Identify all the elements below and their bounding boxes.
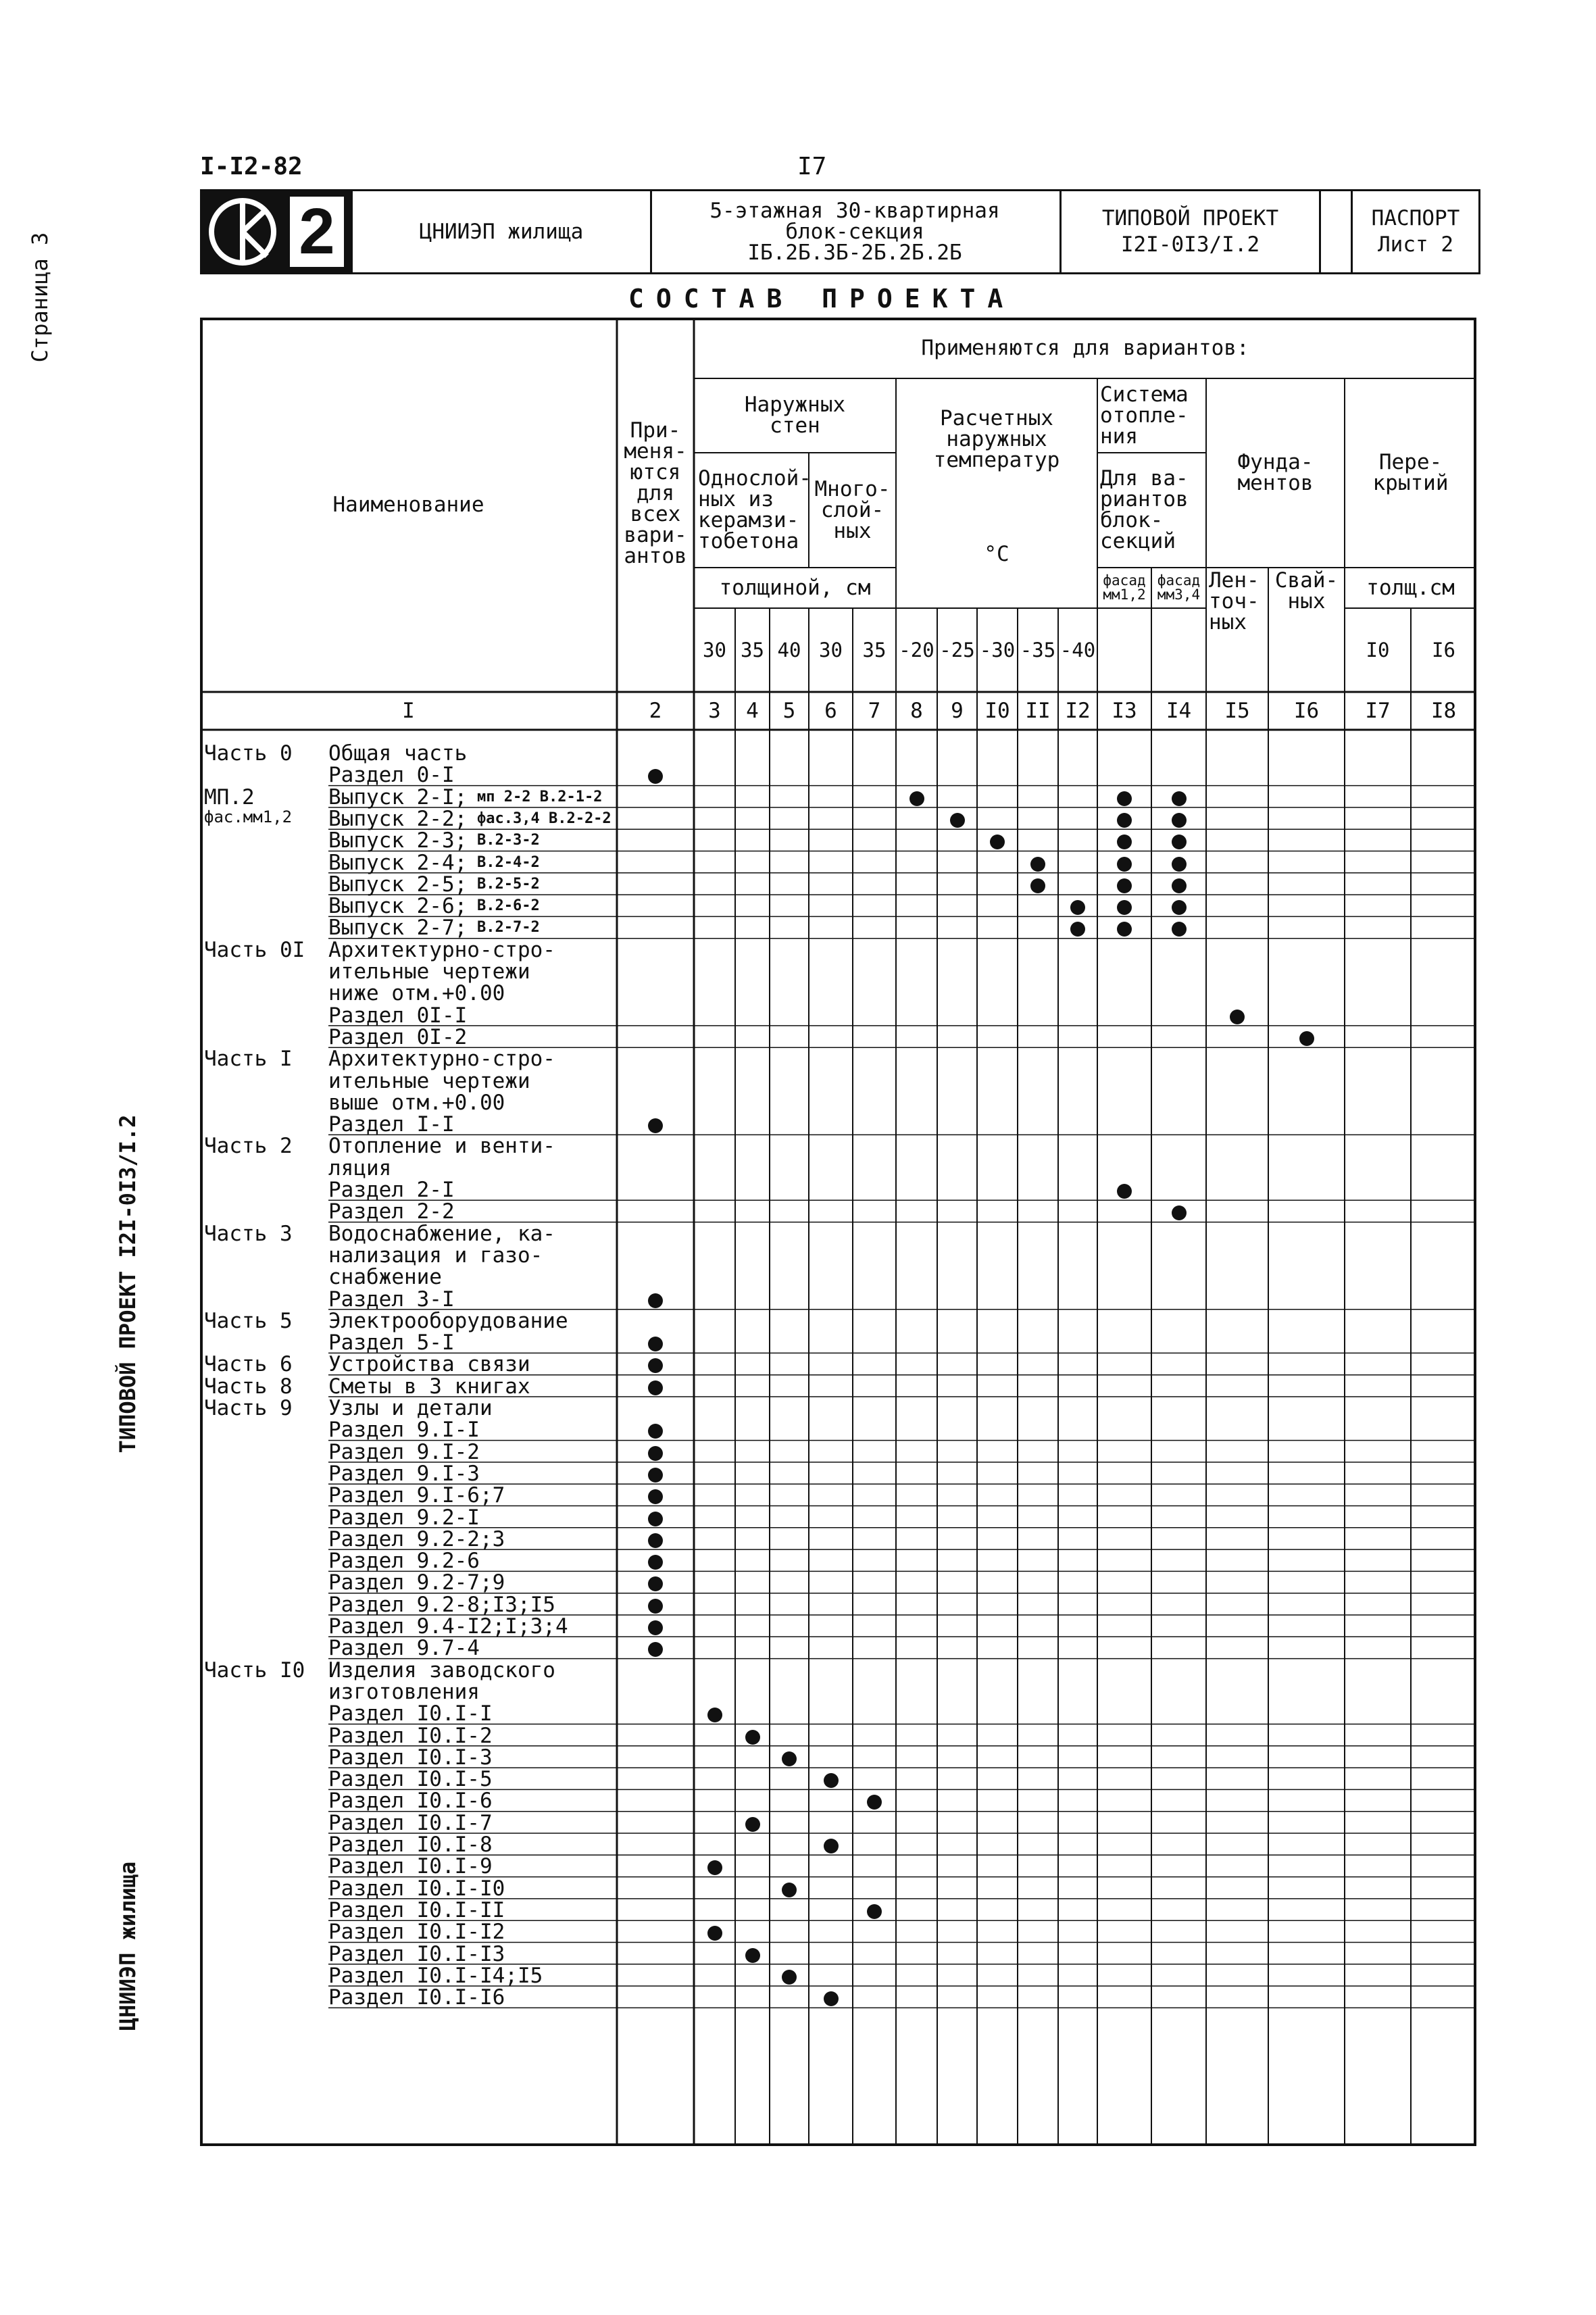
- side-page-label: Страница 3: [27, 232, 53, 363]
- temps-line: температур: [933, 447, 1060, 472]
- logo: [202, 191, 351, 272]
- row-title: Выпуск 2-2;: [328, 806, 468, 831]
- row-title: Раздел 9.I-6;7: [328, 1483, 505, 1508]
- table-caption: СОСТАВ ПРОЕКТА: [628, 284, 1016, 314]
- sub-value: 35: [741, 638, 764, 662]
- row-issue-tag: В.2-4-2: [477, 853, 540, 871]
- row-title: Раздел 9.4-I2;I;3;4: [328, 1614, 568, 1639]
- applicability-dot: [707, 1860, 722, 1875]
- row-title: ительные чертежи: [328, 1068, 530, 1093]
- outer-line: Наружных: [744, 393, 846, 417]
- column-number: I3: [1112, 698, 1137, 723]
- floors-header: [1345, 378, 1476, 568]
- applicability-dot: [1230, 1010, 1245, 1024]
- column-number: II: [1025, 698, 1051, 723]
- applicability-dot: [648, 1533, 663, 1548]
- applicability-dot: [648, 1512, 663, 1526]
- all-line: ются: [630, 459, 681, 484]
- floors-thickness-header: толщ.см: [1366, 575, 1455, 600]
- row-title: Устройства связи: [328, 1352, 530, 1377]
- row-title: Сметы в 3 книгах: [328, 1374, 530, 1399]
- applicability-dot: [950, 813, 965, 828]
- applicability-dot: [1172, 813, 1187, 828]
- project-type-label: ТИПОВОЙ ПРОЕКТ: [1101, 206, 1279, 230]
- applicability-dot: [745, 1948, 760, 1963]
- row-title: Раздел 0I-2: [328, 1024, 468, 1049]
- column-number: I7: [1365, 698, 1391, 723]
- applicability-dot: [648, 1599, 663, 1614]
- applicability-dot: [1117, 791, 1132, 806]
- row-issue-tag: фас.3,4 В.2-2-2: [477, 810, 612, 827]
- row-title: Раздел 5-I: [328, 1330, 455, 1355]
- applicability-dot: [782, 1751, 797, 1766]
- floors-line: крытий: [1372, 471, 1449, 495]
- applicability-dot: [1117, 900, 1132, 915]
- fac12-line: фасад: [1103, 572, 1146, 589]
- applicability-dot: [1172, 791, 1187, 806]
- applicability-dot: [1172, 878, 1187, 893]
- passport-label: ПАСПОРТ: [1371, 206, 1460, 230]
- part-label: Часть I: [204, 1047, 293, 1072]
- part-label: Часть 0: [204, 741, 293, 766]
- applicability-dot: [867, 1904, 882, 1919]
- column-number: I5: [1224, 698, 1250, 723]
- all-line: антов: [624, 543, 687, 568]
- row-title: Раздел I0.I-9: [328, 1854, 493, 1879]
- row-title: Выпуск 2-3;: [328, 828, 468, 853]
- row-title: Раздел 9.2-7;9: [328, 1570, 505, 1595]
- row-title: выше отм.+0.00: [328, 1090, 505, 1115]
- part-label: Часть 2: [204, 1134, 293, 1159]
- applicability-dot: [648, 1380, 663, 1395]
- row-title: Раздел 2-I: [328, 1178, 455, 1202]
- part-label: Часть 8: [204, 1374, 293, 1399]
- forvar-line: блок-: [1100, 508, 1164, 532]
- applicability-dot: [648, 1446, 663, 1461]
- project-title-cell: [650, 191, 1062, 272]
- row-title: Раздел 2-2: [328, 1199, 455, 1224]
- sub-value: 40: [777, 638, 801, 662]
- row-title: нализация и газо-: [328, 1243, 543, 1268]
- row-title: Электрооборудование: [328, 1308, 568, 1333]
- column-number: 3: [708, 698, 721, 723]
- applicability-dot: [1299, 1031, 1314, 1046]
- strip-line: Лен-: [1209, 568, 1260, 593]
- row-title: ительные чертежи: [328, 960, 530, 984]
- facade-12-header: [1097, 568, 1151, 608]
- row-title: Раздел I0.I-3: [328, 1745, 493, 1770]
- column-number: I0: [984, 698, 1010, 723]
- applicability-dot: [1070, 900, 1085, 915]
- forvar-line: риантов: [1100, 487, 1189, 512]
- fac12-line: мм1,2: [1103, 587, 1146, 603]
- applicability-dot: [1030, 857, 1045, 872]
- row-title: Выпуск 2-4;: [328, 850, 468, 875]
- side-org-label: ЦНИИЭП жилища: [115, 1861, 141, 2031]
- applicability-dot: [824, 1773, 839, 1788]
- fac34-line: мм3,4: [1157, 587, 1201, 603]
- row-title: снабжение: [328, 1265, 442, 1290]
- applicability-dot: [745, 1817, 760, 1832]
- deg-c-label: °C: [984, 541, 1009, 566]
- applicability-dot: [707, 1708, 722, 1722]
- applicability-dot: [824, 1991, 839, 2006]
- sub-value: I6: [1432, 638, 1455, 662]
- row-title: Раздел I0.I-5: [328, 1767, 493, 1792]
- heating-line: отопле-: [1100, 403, 1189, 428]
- applicability-dot: [1172, 922, 1187, 937]
- row-issue-tag: В.2-3-2: [477, 832, 540, 849]
- page-number: I7: [797, 153, 827, 180]
- column-number: 4: [746, 698, 759, 723]
- column-number: 7: [868, 698, 881, 723]
- applied-for-header: Применяются для вариантов:: [921, 335, 1249, 360]
- title-line-1: 5-этажная 30-квартирная: [709, 198, 1000, 223]
- applicability-dot: [782, 1970, 797, 1985]
- row-title: Раздел 9.2-6: [328, 1549, 480, 1574]
- title-line-3: IБ.2Б.3Б-2Б.2Б.2Б: [747, 240, 962, 265]
- part-label: Часть 9: [204, 1396, 293, 1420]
- strip-line: точ-: [1209, 589, 1260, 614]
- applicability-dot: [824, 1839, 839, 1853]
- applicability-dot: [1172, 1205, 1187, 1220]
- side-project-label: ТИПОВОЙ ПРОЕКТ I2I-0I3/I.2: [115, 1114, 141, 1453]
- heating-line: Система: [1100, 382, 1189, 407]
- row-title: Раздел I0.I-6: [328, 1789, 493, 1814]
- applicability-dot: [745, 1730, 760, 1745]
- foundations-header: [1206, 378, 1345, 568]
- multi-layer-header: [809, 453, 896, 568]
- multi-line: слой-: [820, 497, 884, 522]
- applicability-dot: [1117, 813, 1132, 828]
- calc-temps-header: [896, 378, 1097, 500]
- all-line: всех: [630, 501, 681, 526]
- part-label: фас.мм1,2: [204, 807, 293, 826]
- row-title: Узлы и детали: [328, 1396, 493, 1420]
- all-line: При-: [630, 418, 681, 443]
- applicability-dot: [707, 1926, 722, 1941]
- heating-variants-header: [1097, 453, 1209, 568]
- project-code: I2I-0I3/I.2: [1120, 232, 1260, 257]
- temps-line: наружных: [946, 426, 1047, 451]
- sub-value: 35: [862, 638, 887, 662]
- part-label: МП.2: [204, 785, 255, 810]
- heating-line: ния: [1100, 424, 1138, 449]
- single-line: керамзи-: [698, 508, 799, 532]
- all-variants-header: [617, 378, 694, 608]
- part-label: Часть I0: [204, 1658, 305, 1683]
- applicability-dot: [648, 1620, 663, 1635]
- applicability-dot: [1172, 835, 1187, 849]
- part-label: Часть 5: [204, 1308, 293, 1333]
- row-title: Раздел 9.I-2: [328, 1439, 480, 1464]
- composition-table: [200, 318, 1476, 2146]
- row-title: Раздел I0.I-I2: [328, 1920, 505, 1945]
- strip-line: ных: [1209, 610, 1247, 634]
- column-number: I6: [1293, 698, 1320, 723]
- applicability-dot: [1117, 878, 1132, 893]
- row-issue-tag: В.2-7-2: [477, 919, 540, 937]
- row-title: Раздел 9.2-8;I3;I5: [328, 1592, 555, 1617]
- row-issue-tag: В.2-5-2: [477, 875, 540, 893]
- all-line: вари-: [624, 522, 687, 547]
- pile-line: Свай-: [1274, 568, 1339, 593]
- row-title: Раздел I0.I-I: [328, 1701, 493, 1726]
- name-column-header: Наименование: [332, 492, 484, 517]
- sub-value: -20: [899, 638, 934, 662]
- column-number: I4: [1166, 698, 1192, 723]
- outer-line: стен: [770, 414, 820, 438]
- row-title: Раздел 9.I-I: [328, 1418, 480, 1443]
- title-line-2: блок-секция: [785, 219, 924, 244]
- logo-number: 2: [299, 195, 335, 268]
- applicability-dot: [1030, 878, 1045, 893]
- row-title: Раздел 3-I: [328, 1287, 455, 1312]
- pile-line: ных: [1287, 589, 1326, 614]
- row-title: Общая часть: [328, 741, 468, 766]
- row-title: Раздел I0.I-I6: [328, 1985, 505, 2010]
- row-title: Выпуск 2-6;: [328, 894, 468, 919]
- row-title: ниже отм.+0.00: [328, 981, 505, 1006]
- row-title: Архитектурно-стро-: [328, 937, 555, 962]
- row-title: Раздел I0.I-II: [328, 1897, 505, 1922]
- multi-line: ных: [833, 518, 872, 543]
- applicability-dot: [782, 1883, 797, 1897]
- found-line: Фунда-: [1237, 450, 1314, 474]
- facade-34-header: [1151, 568, 1206, 608]
- floors-line: Пере-: [1378, 450, 1443, 474]
- row-title: Раздел 9.7-4: [328, 1636, 480, 1661]
- sub-value: I0: [1366, 638, 1390, 662]
- row-issue-tag: В.2-6-2: [477, 897, 540, 915]
- forvar-line: секций: [1100, 529, 1176, 553]
- applicability-dot: [1117, 857, 1132, 872]
- applicability-dot: [1117, 1184, 1132, 1199]
- applicability-dot: [648, 1555, 663, 1570]
- row-title: Раздел 0-I: [328, 763, 455, 788]
- row-title: Выпуск 2-I;: [328, 785, 468, 810]
- org-cell: [351, 191, 652, 272]
- all-line: для: [637, 480, 674, 505]
- sub-value: -30: [979, 638, 1016, 662]
- row-title: Раздел 9.2-2;3: [328, 1526, 505, 1551]
- part-label: Часть 0I: [204, 937, 305, 962]
- row-title: Отопление и венти-: [328, 1134, 555, 1159]
- column-number: I2: [1065, 698, 1091, 723]
- column-number: I8: [1430, 698, 1457, 723]
- row-title: Водоснабжение, ка-: [328, 1221, 555, 1246]
- single-line: ных из: [698, 487, 774, 512]
- applicability-dot: [648, 1468, 663, 1483]
- row-title: ляция: [328, 1155, 392, 1180]
- project-code-cell: [1062, 191, 1321, 272]
- part-label: Часть 3: [204, 1221, 293, 1246]
- row-title: изготовления: [328, 1679, 480, 1704]
- forvar-line: Для ва-: [1100, 466, 1189, 491]
- single-line: тобетона: [698, 529, 799, 553]
- single-layer-header: [694, 453, 813, 568]
- fac34-line: фасад: [1157, 572, 1201, 589]
- sub-value: -40: [1059, 638, 1096, 662]
- all-line: меня-: [624, 439, 687, 464]
- sheet-label: Лист 2: [1378, 232, 1453, 257]
- passport-cell: [1351, 191, 1478, 272]
- applicability-dot: [1172, 900, 1187, 915]
- applicability-dot: [648, 1337, 663, 1351]
- temps-line: Расчетных: [940, 405, 1053, 430]
- sub-value: 30: [819, 638, 843, 662]
- applicability-dot: [909, 791, 924, 806]
- row-title: Раздел I0.I-7: [328, 1810, 493, 1835]
- column-number: 9: [951, 698, 964, 723]
- heating-header: [1097, 378, 1209, 453]
- org-name: ЦНИИЭП жилища: [419, 219, 584, 244]
- sub-value: -25: [939, 638, 975, 662]
- row-title: Раздел I0.I-I3: [328, 1941, 505, 1966]
- title-block: [200, 189, 1480, 274]
- column-number: 8: [910, 698, 923, 723]
- sub-value: 30: [703, 638, 726, 662]
- row-title: Раздел 9.I-3: [328, 1461, 480, 1486]
- row-title: Раздел I0.I-I4;I5: [328, 1963, 543, 1988]
- row-title: Архитектурно-стро-: [328, 1047, 555, 1072]
- sub-value: -35: [1020, 638, 1056, 662]
- row-title: Раздел I0.I-8: [328, 1833, 493, 1857]
- row-title: Изделия заводского: [328, 1658, 555, 1683]
- row-issue-tag: мп 2-2 В.2-1-2: [477, 788, 603, 805]
- row-title: Раздел 0I-I: [328, 1003, 468, 1028]
- row-title: Раздел I0.I-2: [328, 1723, 493, 1748]
- column-number: 5: [782, 698, 796, 723]
- row-title: Раздел I0.I-I0: [328, 1876, 505, 1901]
- found-line: ментов: [1237, 471, 1314, 495]
- outer-walls-header: [694, 378, 896, 453]
- row-title: Раздел I-I: [328, 1112, 455, 1137]
- multi-line: Много-: [814, 476, 891, 501]
- strip-foundation-header: [1206, 568, 1271, 651]
- thickness-header: толщиной, см: [719, 575, 871, 600]
- applicability-dot: [648, 1293, 663, 1308]
- applicability-dot: [1172, 857, 1187, 872]
- part-label: Часть 6: [204, 1352, 293, 1377]
- column-number: 6: [824, 698, 837, 723]
- row-title: Выпуск 2-7;: [328, 916, 468, 941]
- column-number: I: [402, 698, 415, 723]
- row-title: Раздел 9.2-I: [328, 1505, 480, 1530]
- pile-foundation-header: [1268, 568, 1345, 651]
- column-number: 2: [649, 698, 662, 723]
- applicability-dot: [648, 1118, 663, 1133]
- single-line: Однослой-: [698, 466, 812, 491]
- doc-code: I-I2-82: [200, 153, 303, 180]
- row-title: Выпуск 2-5;: [328, 872, 468, 897]
